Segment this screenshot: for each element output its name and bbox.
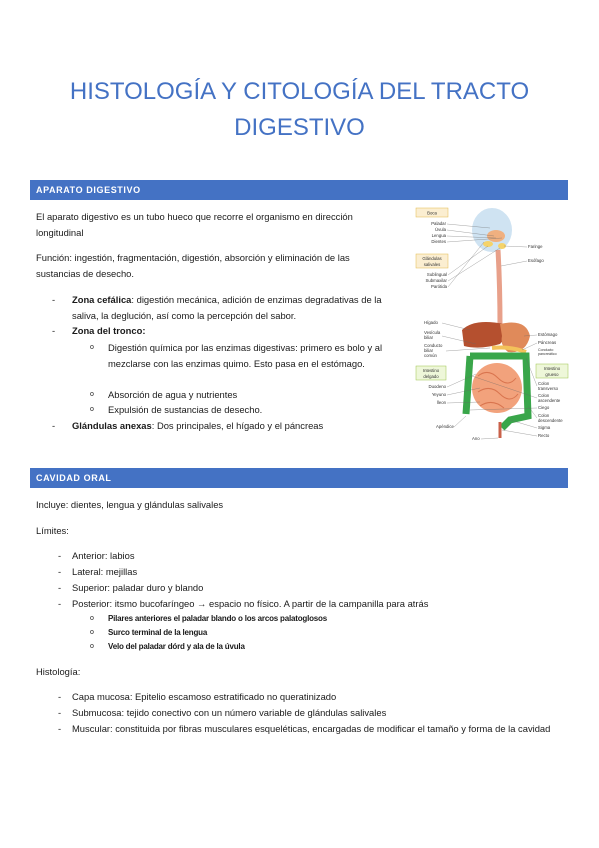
label-vesicula-1: Vesícula — [424, 330, 441, 335]
label-pancreas: Páncreas — [538, 340, 557, 345]
posterior-subitem-2: Surco terminal de la lengua — [108, 628, 208, 637]
label-vesicula-2: biliar — [424, 335, 434, 340]
label-conducto-3: común — [424, 353, 437, 358]
label-conducto-pancreatico-1: Conducto — [538, 348, 554, 352]
glandulas-text: : Dos principales, el hígado y el páncreas — [151, 420, 324, 431]
glandulas-item — [72, 418, 323, 434]
label-estomago: Estómago — [538, 332, 558, 337]
zona-cefalica-item — [72, 292, 394, 324]
label-colon-ascendente-1: Colon — [538, 393, 550, 398]
posterior-subitem-1: Pilares anteriores el paladar blando o los arcos palatoglosos — [108, 614, 327, 623]
bullet-dash: - — [52, 420, 56, 431]
bullet-dash: - — [58, 707, 62, 718]
label-boca: Boca — [427, 210, 437, 216]
histologia-muscular: Muscular: constituida por fibras musculares esqueléticas, encargadas de modificar el tamaño y forma de la cavidad — [72, 723, 551, 734]
label-ciego: Ciego — [538, 405, 550, 410]
label-colon-descendente-2: descendente — [538, 418, 563, 423]
bullet-circle: o — [90, 406, 94, 413]
mouth-shape — [487, 230, 505, 242]
label-intestino-delgado-1: Intestino — [422, 368, 440, 373]
limites-label: Límites: — [36, 525, 69, 536]
label-glandulas-1: Glándulas — [422, 256, 442, 261]
label-ileon: Íleon — [436, 400, 446, 405]
bullet-circle: o — [90, 643, 94, 650]
histologia-submucosa: Submucosa: tejido conectivo con un número variable de glándulas salivales — [72, 707, 387, 718]
label-yeyuno: Yeyuno — [431, 392, 446, 397]
label-intestino-grueso-1: Intestino — [543, 366, 561, 371]
section-header-aparato-digestivo: APARATO DIGESTIVO — [30, 180, 568, 200]
histologia-label: Histología: — [36, 666, 81, 677]
glandulas-term: Glándulas anexas — [72, 420, 152, 431]
incluye-paragraph: Incluye: dientes, lengua y glándulas salivales — [36, 499, 224, 510]
funcion-paragraph: Función: ingestión, fragmentación, digestión, absorción y eliminación de las sustancias de desecho. — [36, 252, 350, 279]
label-conducto-pancreatico-2: pancreático — [538, 352, 557, 356]
label-colon-descendente-1: Colon — [538, 413, 550, 418]
zona-tronco-term: Zona del tronco — [72, 325, 143, 336]
bullet-circle: o — [90, 629, 94, 636]
label-apendice: Apéndice — [436, 424, 454, 429]
bullet-dash: - — [52, 294, 56, 305]
limite-posterior: Posterior: itsmo bucofaríngeo → espacio no físico. A partir de la campanilla para atrás — [72, 598, 429, 609]
label-higado: Hígado — [424, 320, 438, 325]
label-ano: Ano — [472, 436, 480, 441]
tronco-item-1: Digestión química por las enzimas digestivas: primero es bolo y al mezclarse con las enzimas quimo. Esto pasa en el estómago. — [108, 342, 383, 369]
label-lengua: Lengua — [431, 233, 446, 238]
label-duodeno: Duodeno — [428, 384, 446, 389]
bullet-dash: - — [58, 691, 62, 702]
label-paladar: Paladar — [431, 221, 446, 226]
label-dientes: Dientes — [431, 239, 446, 244]
zona-cefalica-term: Zona cefálica — [72, 294, 132, 305]
bullet-dash: - — [58, 598, 62, 609]
limite-anterior: Anterior: labios — [72, 550, 135, 561]
zona-tronco-item — [72, 323, 145, 339]
bullet-circle: o — [90, 344, 94, 351]
label-conducto-2: biliar — [424, 348, 434, 353]
posterior-subitem-3: Velo del paladar dórd y ala de la úvula — [108, 642, 245, 651]
label-sublingual: Sublingual — [426, 272, 447, 277]
bullet-dash: - — [58, 582, 62, 593]
label-colon-transverso-1: Colon — [538, 381, 550, 386]
label-esofago: Esófago — [528, 258, 544, 263]
label-faringe: Faringe — [528, 244, 543, 249]
section-header-cavidad-oral: CAVIDAD ORAL — [30, 468, 568, 488]
label-submaxilar: Submaxilar — [425, 278, 447, 283]
bullet-dash: - — [52, 325, 56, 336]
label-intestino-delgado-2: delgado — [423, 374, 439, 379]
tronco-item-2: Absorción de agua y nutrientes — [108, 389, 238, 400]
zona-tronco-colon: : — [142, 325, 146, 336]
bullet-dash: - — [58, 550, 62, 561]
label-sigma: Sigma — [538, 425, 551, 430]
bullet-dash: - — [58, 723, 62, 734]
label-parotida: Parótida — [430, 284, 447, 289]
zona-cefalica-text: : digestión mecánica, adición de enzimas degradativas de la saliva, la deglución, así como la percepción del sabor. — [72, 294, 382, 321]
label-glandulas-2: salivales — [423, 262, 441, 267]
label-colon-ascendente-2: ascendente — [538, 398, 561, 403]
intro-paragraph: El aparato digestivo es un tubo hueco que recorre el organismo en dirección longitudinal — [36, 211, 353, 238]
label-intestino-grueso-2: grueso — [545, 372, 559, 377]
tronco-item-3: Expulsión de sustancias de desecho. — [108, 404, 263, 415]
bullet-circle: o — [90, 615, 94, 622]
ascending-colon-shape — [466, 356, 470, 414]
liver-shape — [462, 322, 506, 348]
esophagus-shape — [498, 250, 500, 326]
limite-lateral: Lateral: mejillas — [72, 566, 138, 577]
bullet-dash: - — [58, 566, 62, 577]
label-uvula: Úvula — [435, 227, 446, 232]
page-title: HISTOLOGÍA Y CITOLOGÍA DEL TRACTO DIGESTIVO — [69, 78, 530, 141]
label-recto: Recto — [538, 433, 550, 438]
label-colon-transverso-2: transverso — [538, 386, 559, 391]
digestive-system-figure — [414, 206, 570, 446]
label-conducto-1: Conducto — [424, 343, 443, 348]
limite-superior: Superior: paladar duro y blando — [72, 582, 204, 593]
bullet-circle: o — [90, 391, 94, 398]
histologia-mucosa: Capa mucosa: Epitelio escamoso estratificado no queratinizado — [72, 691, 337, 702]
